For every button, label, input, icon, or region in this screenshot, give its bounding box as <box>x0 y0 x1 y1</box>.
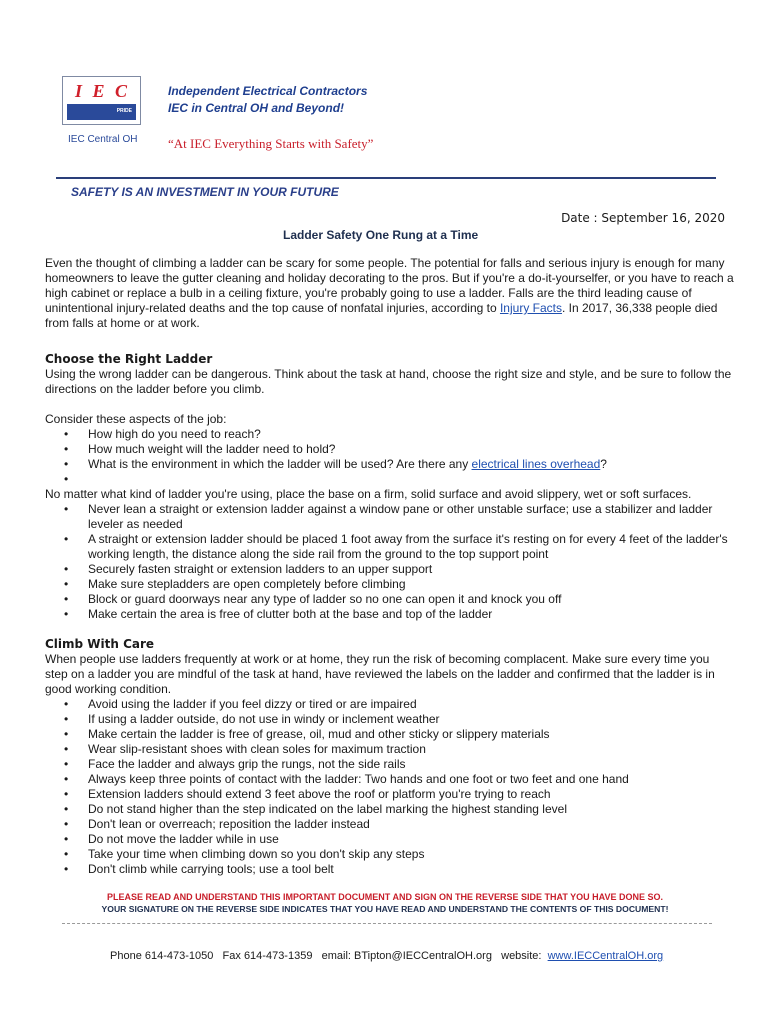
section-heading-choose: Choose the Right Ladder <box>45 352 213 366</box>
header-divider <box>56 177 716 179</box>
list-item: • How much weight will the ladder need to hold? <box>88 442 735 457</box>
list-item: • Don't lean or overreach; reposition the ladder instead <box>88 817 735 832</box>
list-item: • Extension ladders should extend 3 feet above the roof or platform you're trying to reach <box>88 787 735 802</box>
placement-list <box>45 502 735 622</box>
document-body <box>45 256 735 877</box>
electrical-lines-link[interactable]: electrical lines overhead <box>471 457 601 471</box>
logo-band-text: PRIDE <box>116 108 132 114</box>
list-item: • Don't climb while carrying tools; use a tool belt <box>88 862 735 877</box>
intro-text-start: Even the thought of climbing a ladder can be scary for some people. The potential for falls and serious injury is enough for many homeowners to leave the gutter cleaning and holiday decorating to the pros. But if you're a do-it-yourselfer, or you have to reach a high cabinet or replace a bulb in a ceiling fixture, you're probably going to use a ladder. Falls are the third leading cause of unintentional injury-related deaths and the top cause of nonfatal injuries, according to <box>45 256 734 315</box>
website-link[interactable]: www.IECCentralOH.org <box>547 950 664 962</box>
email-address: email: BTipton@IECCentralOH.org <box>321 950 492 962</box>
list-item: • Make certain the ladder is free of grease, oil, mud and other sticky or slippery materials <box>88 727 735 742</box>
safety-banner: SAFETY IS AN INVESTMENT IN YOUR FUTURE <box>71 185 339 199</box>
section-paragraph-choose: Using the wrong ladder can be dangerous. Think about the task at hand, choose the right size and style, and be sure to follow the directions on the ladder before you climb. <box>45 367 732 396</box>
list-item: • Always keep three points of contact with the ladder: Two hands and one foot or two feet and one hand <box>88 772 735 787</box>
website-label: website: <box>501 950 542 962</box>
list-item: • Avoid using the ladder if you feel dizzy or tired or are impaired <box>88 697 735 712</box>
list-item: • Take your time when climbing down so you don't skip any steps <box>88 847 735 862</box>
phone-number: Phone 614-473-1050 <box>110 950 214 962</box>
signature-confirmation: YOUR SIGNATURE ON THE REVERSE SIDE INDICATES THAT YOU HAVE READ AND UNDERSTAND THE CONTENTS OF THIS DOCUMENT! <box>101 904 669 914</box>
list-item: • Do not stand higher than the step indicated on the label marking the highest standing level <box>88 802 735 817</box>
empty-list-item <box>88 472 735 487</box>
list-item: • Wear slip-resistant shoes with clean soles for maximum traction <box>88 742 735 757</box>
document-title: Ladder Safety One Rung at a Time <box>283 228 479 242</box>
list-item: • Block or guard doorways near any type of ladder so no one can open it and knock you off <box>88 592 735 607</box>
document-date: Date : September 16, 2020 <box>561 211 725 225</box>
contact-line <box>110 950 663 962</box>
fax-number: Fax 614-473-1359 <box>222 950 313 962</box>
signature-notice: PLEASE READ AND UNDERSTAND THIS IMPORTANT DOCUMENT AND SIGN ON THE REVERSE SIDE THAT YOU HAVE DONE SO. <box>106 892 664 902</box>
climb-list <box>45 697 735 877</box>
list-item: • Make certain the area is free of clutter both at the base and top of the ladder <box>88 607 735 622</box>
list-item: • A straight or extension ladder should be placed 1 foot away from the surface it's resting on for every 4 feet of the ladder's working length, the distance along the side rail from the ground to the top support point <box>88 532 735 562</box>
consider-list <box>45 427 735 487</box>
list-item: • If using a ladder outside, do not use in windy or inclement weather <box>88 712 735 727</box>
org-name: Independent Electrical Contractors <box>168 84 368 98</box>
list-item: • Securely fasten straight or extension ladders to an upper support <box>88 562 735 577</box>
list-item: • Do not move the ladder while in use <box>88 832 735 847</box>
injury-facts-link[interactable]: Injury Facts <box>499 301 562 315</box>
list-item <box>88 457 735 472</box>
logo-subtitle: IEC Central OH <box>68 134 138 145</box>
consider-intro: Consider these aspects of the job: <box>45 412 227 426</box>
tagline: “At IEC Everything Starts with Safety” <box>168 136 374 151</box>
list-item: • Never lean a straight or extension ladder against a window pane or other unstable surface; use a stabilizer and ladder leveler as needed <box>88 502 735 532</box>
list-item: • Make sure stepladders are open completely before climbing <box>88 577 735 592</box>
section-heading-climb: Climb With Care <box>45 637 155 651</box>
iec-logo <box>62 76 141 125</box>
list-item: • How high do you need to reach? <box>88 427 735 442</box>
list-item-text: What is the environment in which the ladder will be used? Are there any <box>88 457 472 471</box>
logo-band <box>67 104 136 120</box>
list-item-text-end: ? <box>600 457 607 471</box>
logo-letters: I E C <box>75 81 131 101</box>
list-item: • Face the ladder and always grip the rungs, not the side rails <box>88 757 735 772</box>
placement-intro: No matter what kind of ladder you're using, place the base on a firm, solid surface and avoid slippery, wet or soft surfaces. <box>45 487 692 501</box>
spacer <box>45 622 735 637</box>
org-region: IEC in Central OH and Beyond! <box>168 101 345 115</box>
intro-paragraph <box>45 256 735 331</box>
footer-divider <box>62 923 712 924</box>
section-paragraph-climb: When people use ladders frequently at work or at home, they run the risk of becoming complacent. Make sure every time you step on a ladder you are mindful of the task at hand, have reviewed the labels on the ladder and confirmed that the ladder is in good working condition. <box>45 652 715 696</box>
intro-text-end: . In 2017, 36,338 people died from falls at home or at work. <box>45 301 718 330</box>
spacer <box>45 397 735 412</box>
